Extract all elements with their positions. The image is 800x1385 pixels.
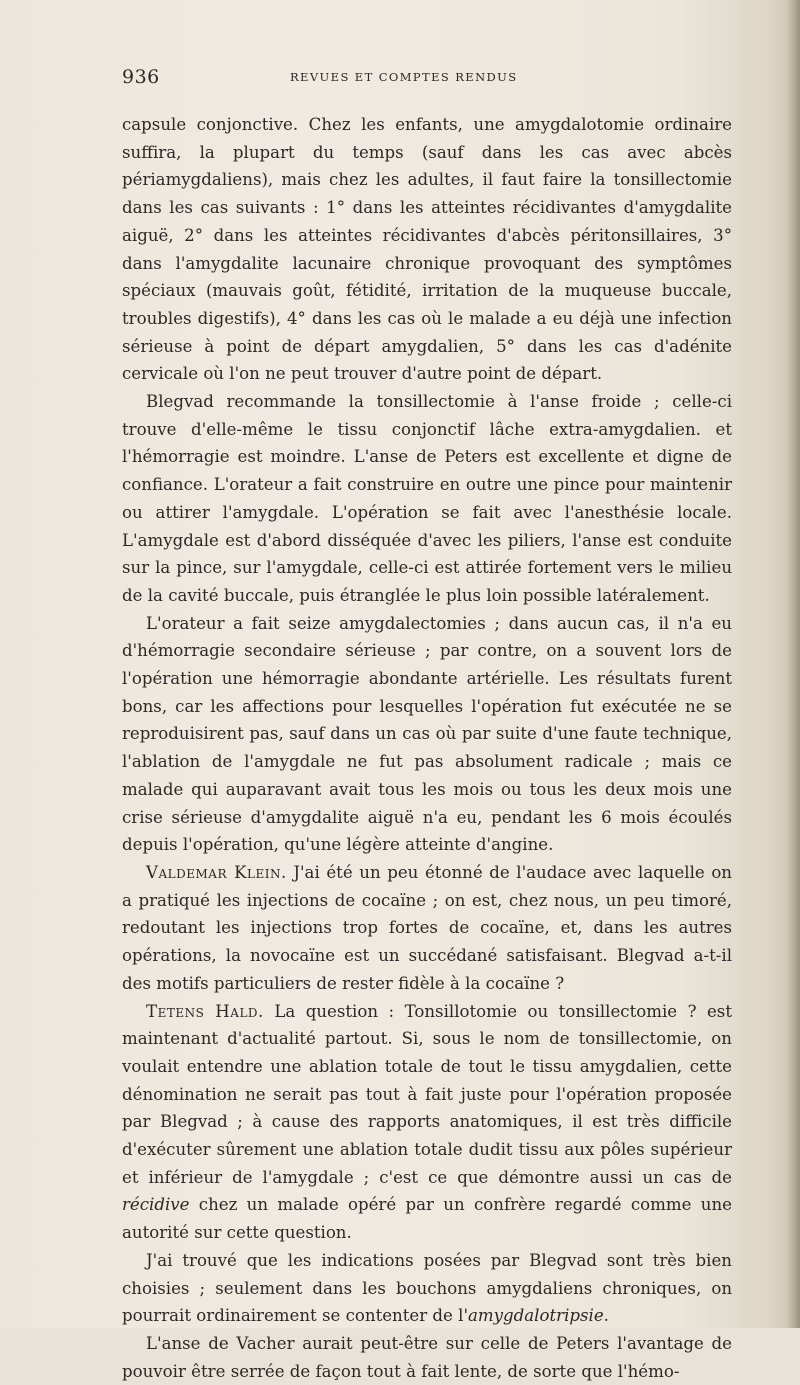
paragraph-6 xyxy=(122,1247,732,1330)
italic-term: récidive xyxy=(122,1195,190,1215)
paragraph-2 xyxy=(122,388,732,610)
paragraph-text: Blegvad recommande la tonsillectomie à l'anse froide ; celle-ci trouve d'elle-même le tissu conjonctif lâche extra-amygdalien. et l'hémorragie est moindre. L'anse de Peters est excellente et digne de confiance. L'orateur a fait construire en outre une pince pour maintenir ou attirer l'amygdale. L'opération se fait avec l'anesthésie locale. L'amygdale est d'abord disséquée d'avec les piliers, l'anse est conduite sur la pince, sur l'amygdale, celle-ci est attirée fortement vers le milieu de la cavité buccale, puis étranglée le plus loin possible latéralement. xyxy=(122,392,732,605)
paragraph-text: chez un malade opéré par un confrère regardé comme une autorité sur cette question. xyxy=(122,1195,732,1243)
paragraph-3 xyxy=(122,610,732,859)
paragraph-text: L'anse de Vacher aurait peut-être sur celle de Peters l'avantage de pouvoir être serrée de façon tout à fait lente, de sorte que l'hémo- xyxy=(122,1333,732,1381)
speaker-name: Valdemar Klein. xyxy=(146,862,287,882)
page-number: 936 xyxy=(122,66,160,88)
running-head xyxy=(122,66,694,90)
paragraph-text: L'orateur a fait seize amygdalectomies ; dans aucun cas, il n'a eu d'hémorragie secondaire sérieuse ; par contre, on a souvent lors de l'opération une hémorragie abondante artérielle. Les résultats furent bons, car les affections pour lesquelles l'opération fut exécutée ne se reproduisirent pas, sauf dans un cas où par suite d'une faute technique, l'ablation de l'amygdale ne fut pas absolument radicale ; mais ce malade qui auparavant avait tous les mois ou tous les deux mois une crise sérieuse d'amygdalite aiguë n'a eu, pendant les 6 mois écoulés depuis l'opération, qu'une légère atteinte d'angine. xyxy=(122,613,732,855)
paragraph-text: La question : Tonsillotomie ou tonsillectomie ? est maintenant d'actualité partout. Si, sous le nom de tonsillectomie, on voulait entendre une ablation totale de tout le tissu amygdalien, cette dénomination ne serait pas tout à fait juste pour l'opération proposée par Blegvad ; à cause des rapports anatomiques, il est très difficile d'exécuter sûrement une ablation totale dudit tissu aux pôles supérieur et inférieur de l'amygdale ; c'est ce que démontre aussi un cas de xyxy=(122,1001,732,1187)
paragraph-text: J'ai été un peu étonné de l'audace avec laquelle on a pratiqué les injections de cocaïne ; on est, chez nous, un peu timoré, redoutant les injections trop fortes de cocaïne, et, dans les autres opérations, la novocaïne est un succédané satisfaisant. Blegvad a-t-il des motifs particuliers de rester fidèle à la cocaïne ? xyxy=(122,862,732,993)
body-text xyxy=(122,111,732,1385)
paragraph-5 xyxy=(122,998,732,1247)
speaker-name: Tetens Hald. xyxy=(146,1001,264,1021)
paragraph-1 xyxy=(122,111,732,388)
italic-term: amygdalotripsie xyxy=(468,1306,604,1326)
paragraph-text: J'ai trouvé que les indications posées par Blegvad sont très bien choisies ; seulement dans les bouchons amygdaliens chroniques, on pourrait ordinairement se contenter de l' xyxy=(122,1250,732,1326)
paragraph-text: capsule conjonctive. Chez les enfants, une amygdalotomie ordinaire suffira, la plupart du temps (sauf dans les cas avec abcès périamygdaliens), mais chez les adultes, il faut faire la tonsillectomie dans les cas suivants : 1° dans les atteintes récidivantes d'amygdalite aiguë, 2° dans les atteintes récidivantes d'abcès péritonsillaires, 3° dans l'amygdalite lacunaire chronique provoquant des symptômes spéciaux (mauvais goût, fétidité, irritation de la muqueuse buccale, troubles digestifs), 4° dans les cas où le malade a eu déjà une infection sérieuse à point de départ amygdalien, 5° dans les cas d'adénite cervicale où l'on ne peut trouver d'autre point de départ. xyxy=(122,115,732,384)
paragraph-text: . xyxy=(603,1306,609,1326)
running-title: REVUES ET COMPTES RENDUS xyxy=(290,70,518,84)
paragraph-4 xyxy=(122,859,732,998)
paragraph-7 xyxy=(122,1330,732,1385)
page-edge-shadow xyxy=(786,0,800,1328)
